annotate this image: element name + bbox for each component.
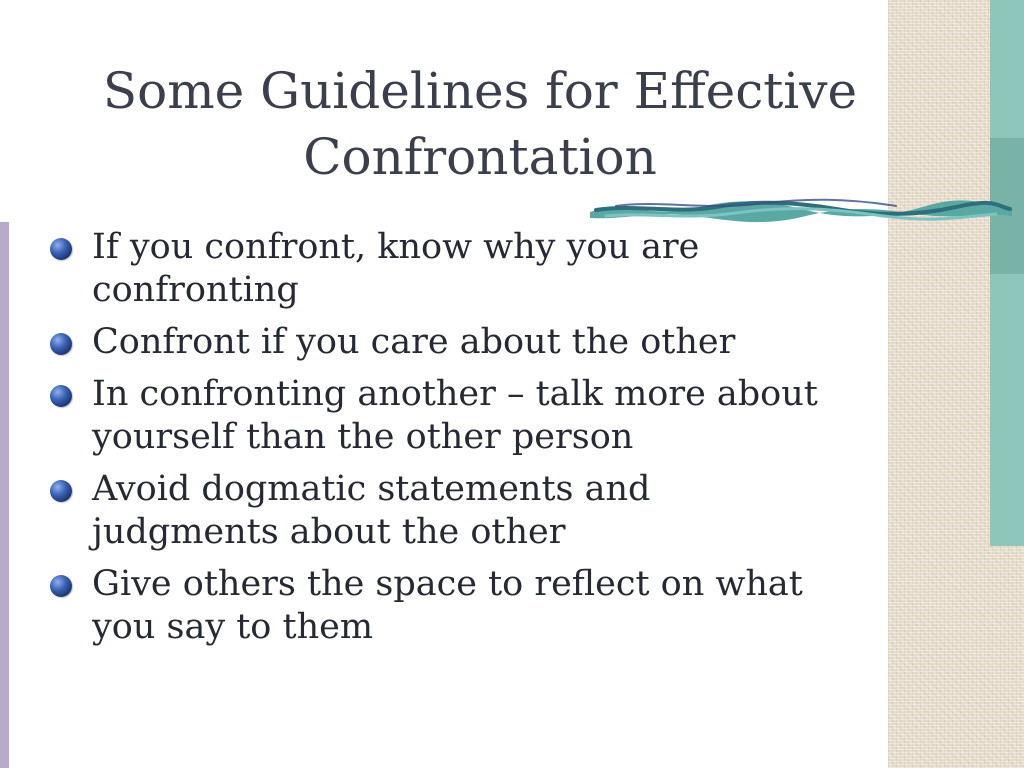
bullet-list [50,226,900,658]
left-accent-strip [0,222,9,768]
bullet-text [92,563,900,649]
brush-stroke-decoration [586,194,1016,226]
blue-sphere-bullet-icon [50,385,72,407]
bullet-item [50,468,900,554]
bullet-line: Avoid dogmatic statements and [92,469,651,509]
bullet-text [92,321,900,364]
blue-sphere-bullet-icon [50,480,72,502]
bullet-text [92,226,900,312]
slide-title-line: Some Guidelines for Effective [102,62,858,120]
bullet-line: you say to them [92,607,374,647]
slide-title [40,58,920,190]
bullet-item [50,321,900,364]
bullet-line: confronting [92,270,299,310]
blue-sphere-bullet-icon [50,333,72,355]
slide-title-line: Confrontation [303,128,657,186]
bullet-line: judgments about the other [92,512,566,552]
bullet-line: yourself than the other person [92,417,634,457]
bullet-line: In confronting another – talk more about [92,374,818,414]
bullet-line: Give others the space to reflect on what [92,564,803,604]
bullet-line: If you confront, know why you are [92,227,700,267]
bullet-item [50,226,900,312]
bullet-text [92,373,900,459]
blue-sphere-bullet-icon [50,575,72,597]
bullet-line: Confront if you care about the other [92,322,736,362]
bullet-item [50,373,900,459]
blue-sphere-bullet-icon [50,238,72,260]
bullet-item [50,563,900,649]
bullet-text [92,468,900,554]
